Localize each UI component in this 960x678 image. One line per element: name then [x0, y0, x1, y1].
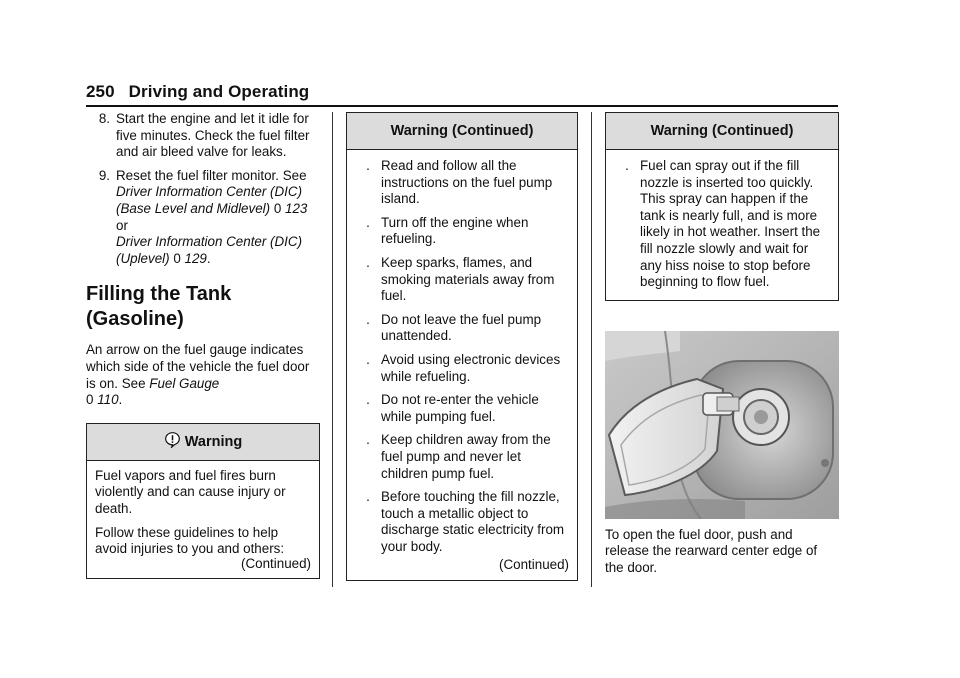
heading-line-1: Filling the Tank — [86, 283, 232, 306]
bullet-mark: . — [366, 392, 370, 408]
bullet-text: Do not leave the fuel pump unattended. — [381, 311, 542, 344]
paragraph-text: An arrow on the fuel gauge indicates which side of the vehicle the fuel door is on. See — [86, 342, 310, 391]
fuel-gauge-link[interactable]: Fuel Gauge — [149, 375, 220, 391]
page-ref-129[interactable]: 129 — [184, 250, 207, 266]
column-1 — [86, 111, 320, 579]
bullet-mark: . — [366, 311, 370, 327]
warning-paragraph: Follow these guidelines to help avoid injuries to you and others: — [95, 524, 285, 557]
bullet-text: Keep children away from the fuel pump and never let children pump fuel. — [381, 432, 551, 481]
warning-icon — [164, 431, 181, 448]
dic-base-link[interactable]: Driver Information Center (DIC) (Base Level and Midlevel) — [116, 184, 303, 216]
warning-paragraph: Fuel vapors and fuel fires burn violently and can cause injury or death. — [95, 467, 286, 516]
paragraph-tail: . — [118, 392, 123, 408]
bullet-text: Read and follow all the instructions on the fuel pump island. — [381, 158, 553, 207]
bullet-mark: . — [366, 254, 370, 270]
warning-header: Warning (Continued) — [606, 113, 838, 150]
warning-body — [347, 150, 577, 580]
bullet-text: Before touching the fill nozzle, touch a metallic object to discharge static electricity from your body. — [381, 489, 565, 554]
warning-bullet — [355, 312, 569, 345]
step-connector-text: or — [116, 217, 128, 233]
bullet-text: Turn off the engine when refueling. — [381, 214, 529, 247]
fuel-door-photo — [605, 331, 839, 519]
step-lead-text: Reset the fuel filter monitor. See — [116, 167, 307, 183]
bullet-text: Avoid using electronic devices while refueling. — [381, 351, 561, 384]
warning-box-continued — [605, 112, 839, 301]
fuel-door-caption: To open the fuel door, push and release the rearward center edge of the door. — [605, 526, 818, 575]
warning-bullet — [355, 352, 569, 385]
section-title: Driving and Operating — [128, 82, 310, 101]
warning-body — [606, 150, 838, 300]
warning-body — [87, 461, 319, 579]
warning-title: Warning — [184, 433, 243, 450]
warning-bullet — [614, 158, 830, 291]
continued-label: (Continued) — [499, 557, 569, 573]
page-ref-symbol: 0 — [273, 200, 282, 216]
page-ref-123[interactable]: 123 — [285, 200, 308, 216]
bullet-mark: . — [366, 158, 370, 173]
page-header — [86, 82, 309, 102]
bullet-mark: . — [366, 214, 370, 230]
step-number: 8. — [98, 111, 110, 126]
warning-bullet — [355, 158, 569, 208]
warning-bullet — [355, 392, 569, 425]
page-ref-110[interactable]: 110 — [97, 392, 119, 408]
warning-header: Warning (Continued) — [347, 113, 577, 150]
step-number: 9. — [98, 167, 110, 183]
bullet-text: Do not re-enter the vehicle while pumping fuel. — [381, 392, 539, 424]
bullet-mark: . — [366, 489, 370, 505]
bullet-text: Fuel can spray out if the fill nozzle is inserted too quickly. This spray can happen if the tank is nearly full, and is more likely in hot weather. Insert the fill nozzle slowly and wait for any hiss noise to stop before beginning to flow fuel. — [640, 158, 821, 290]
column-divider-2 — [591, 112, 592, 587]
page-number: 250 — [86, 82, 115, 101]
warning-bullet — [355, 489, 569, 555]
dic-uplevel-link[interactable]: Driver Information Center (DIC) (Uplevel) — [116, 234, 303, 266]
warning-bullet — [355, 432, 569, 482]
header-rule — [86, 105, 838, 107]
warning-bullet — [355, 255, 569, 305]
step-8 — [86, 111, 320, 161]
warning-box — [86, 423, 320, 580]
step-text — [116, 168, 320, 268]
page-ref-symbol: 0 — [86, 392, 94, 408]
step-text: Start the engine and let it idle for five minutes. Check the fuel filter and air bleed valve for leaks. — [116, 111, 310, 160]
column-3 — [605, 112, 839, 590]
bullet-mark: . — [625, 158, 629, 173]
warning-bullet — [355, 215, 569, 248]
heading-filling-tank — [86, 282, 320, 331]
bullet-mark: . — [366, 432, 370, 448]
fuel-gauge-paragraph — [86, 342, 320, 408]
step-9 — [86, 168, 320, 268]
warning-header — [87, 424, 319, 461]
bullet-mark: . — [366, 351, 370, 367]
step-tail-text: . — [206, 250, 211, 266]
page-ref-symbol: 0 — [173, 250, 181, 266]
warning-box-continued — [346, 112, 578, 581]
heading-line-2: (Gasoline) — [86, 307, 184, 330]
column-2 — [346, 112, 578, 581]
continued-label: (Continued) — [241, 555, 311, 571]
column-divider-1 — [332, 112, 333, 587]
bullet-text: Keep sparks, flames, and smoking materials away from fuel. — [381, 254, 555, 304]
